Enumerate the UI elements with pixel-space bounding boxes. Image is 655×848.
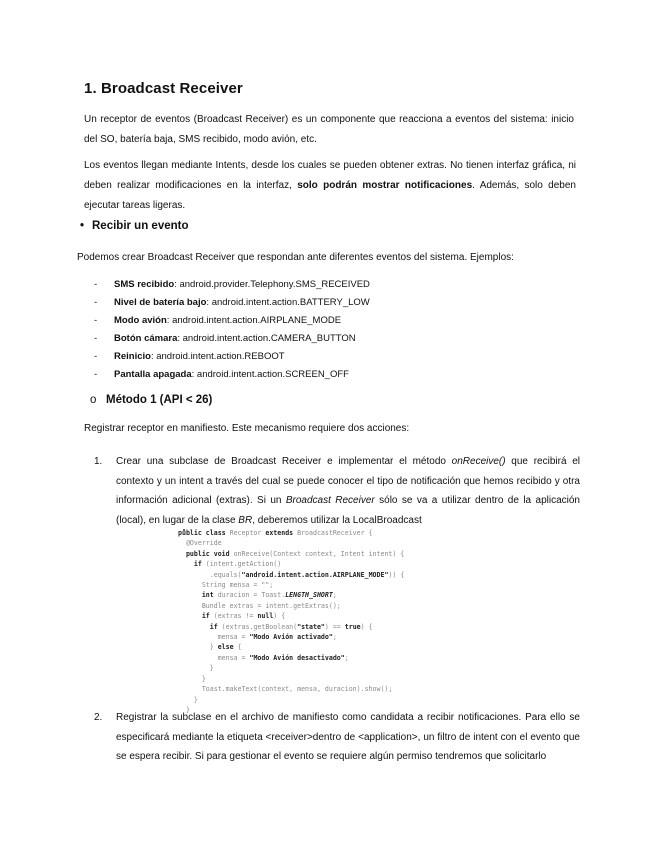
example-value: android.intent.action.CAMERA_BUTTON (182, 333, 356, 344)
step-item: 2. Registrar la subclase en el archivo de manifiesto como candidata a recibir notificaciones. Para ello se especificará mediante la etiqueta <receiver>dentro de <application>, un filtro de intent con el evento que se espera recibir. Si para gestionar el evento se requiere algún permiso tendremos que solicitarlo (116, 708, 580, 767)
section-heading: 1. Broadcast Receiver (84, 80, 243, 97)
list-item: - Nivel de batería bajo: android.intent.action.BATTERY_LOW (94, 297, 370, 308)
code-snippet-image: public class Receptor extends BroadcastReceiver { @Override public void onReceive(Context context, Intent intent) { if (intent.getAction() .equals("android.intent.action.AIRPLANE_MODE")) { String mensa = ""; int duracion = Toast.LENGTH_SHORT; Bundle extras = intent.getExtras(); if (extras != null) { if (extras.getBoolean("state") == true) { mensa = "Modo Avión activado"; } else { mensa = "Modo Avión desactivado"; } } Toast.makeText(context, mensa, duracion).show(); } } (178, 529, 405, 714)
intro-paragraph: Un receptor de eventos (Broadcast Receiver) es un componente que reacciona a eventos del sistema: inicio del SO, batería baja, SMS recibido, modo avión, etc. (84, 114, 574, 145)
list-item: - SMS recibido: android.provider.Telephony.SMS_RECEIVED (94, 279, 370, 290)
list-item: - Botón cámara: android.intent.action.CAMERA_BUTTON (94, 333, 356, 344)
events-text-1: Los eventos llegan mediante Intents, desde los cuales se pueden obtener extras. No tienen interfaz gráfica, ni deben realizar modificaciones en la interfaz, (84, 160, 576, 191)
method-heading (90, 394, 212, 406)
examples-intro: Podemos crear Broadcast Receiver que respondan ante diferentes eventos del sistema. Ejemplos: (77, 252, 514, 263)
example-label: Pantalla apagada (114, 369, 192, 380)
examples-list (94, 276, 370, 384)
bullet-marker: • (80, 220, 85, 232)
step-number: 1. (94, 456, 103, 467)
method-title: Método 1 (API < 26) (106, 394, 213, 406)
step-number: 2. (94, 712, 103, 723)
subsection-title: Recibir un evento (92, 220, 189, 232)
list-item: - Pantalla apagada: android.intent.action.SCREEN_OFF (94, 369, 349, 380)
example-label: Nivel de batería bajo (114, 297, 207, 308)
example-value: android.intent.action.BATTERY_LOW (211, 297, 370, 308)
example-value: android.intent.action.SCREEN_OFF (196, 369, 349, 380)
events-paragraph (84, 156, 576, 216)
example-label: SMS recibido (114, 279, 175, 290)
events-text-2: . Además, solo deben ejecutar tareas ligeras. (84, 180, 576, 211)
list-item: - Reinicio: android.intent.action.REBOOT (94, 351, 285, 362)
subsection-heading (80, 220, 189, 232)
example-label: Botón cámara (114, 333, 178, 344)
example-label: Reinicio (114, 351, 151, 362)
step-item: 1. Crear una subclase de Broadcast Receiver e implementar el método onReceive() que recibirá el contexto y un intent a través del cual se puede conocer el tipo de notificación que hemos recibido y otra información adicional (extras). Si un Broadcast Receiver sólo se va a utilizar dentro de la aplicación (local), en lugar de la clase BR, deberemos utilizar la LocalBroadcast (116, 452, 580, 530)
example-value: android.intent.action.REBOOT (156, 351, 285, 362)
example-value: android.intent.action.AIRPLANE_MODE (172, 315, 342, 326)
example-label: Modo avión (114, 315, 167, 326)
list-item: - Modo avión: android.intent.action.AIRPLANE_MODE (94, 315, 342, 326)
example-value: android.provider.Telephony.SMS_RECEIVED (179, 279, 370, 290)
circle-bullet-marker: o (90, 394, 97, 406)
method-intro: Registrar receptor en manifiesto. Este mecanismo requiere dos acciones: (84, 423, 410, 434)
events-bold-text: solo podrán mostrar notificaciones (297, 180, 473, 191)
